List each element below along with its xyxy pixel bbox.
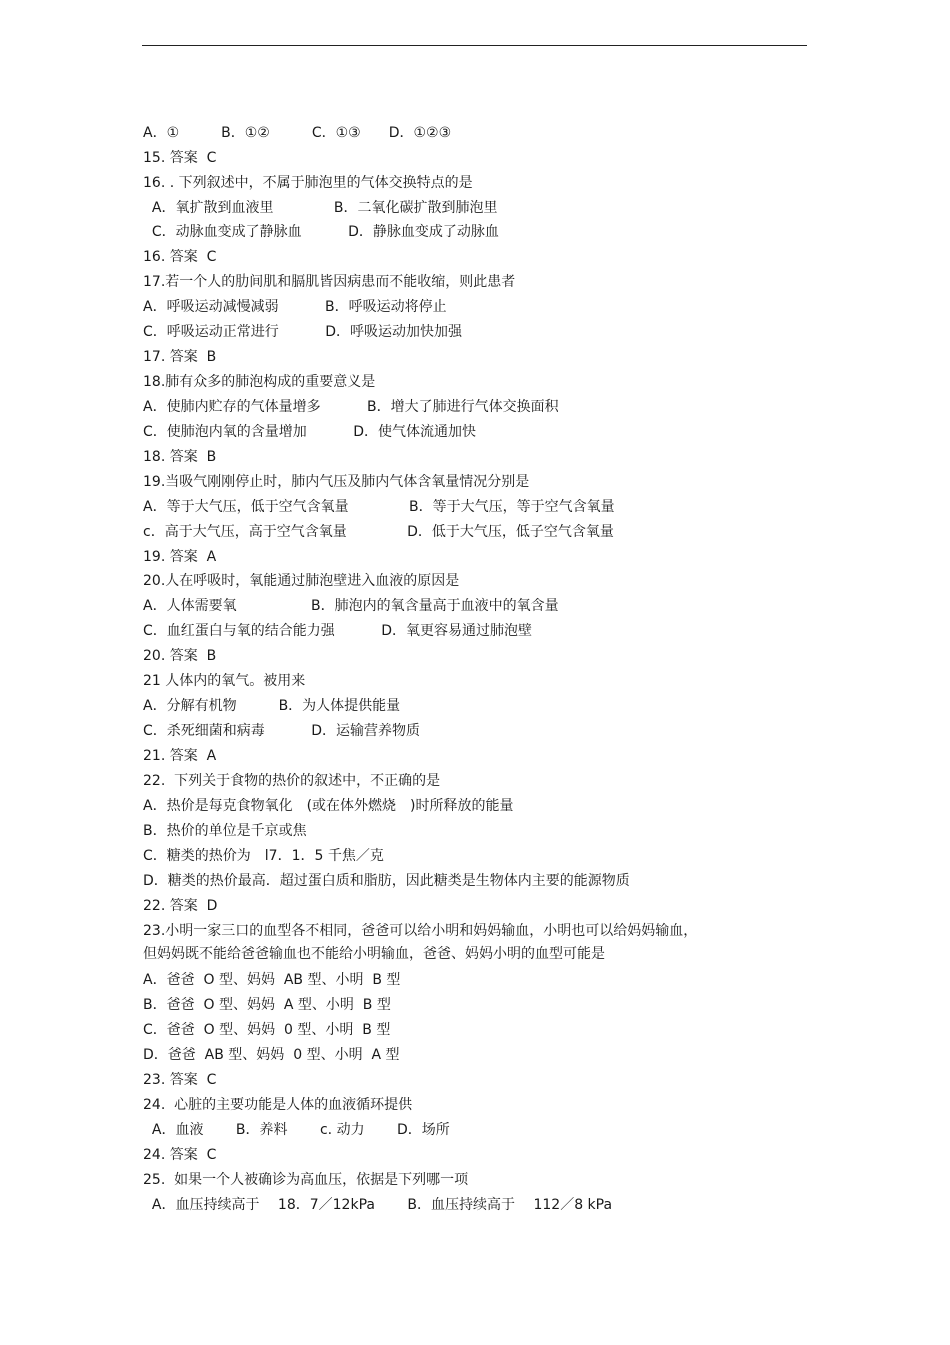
q21-answer: 21. 答案 A [143, 748, 217, 764]
q21-options-cd: C．杀死细菌和病毒 D．运输营养物质 [143, 723, 421, 739]
q18-options-cd: C．使肺泡内氧的含量增加 D．使气体流通加快 [143, 424, 477, 440]
q17-answer: 17. 答案 B [143, 349, 217, 365]
header-rule [142, 45, 807, 46]
q22-option-c: C．糖类的热价为 l7．1．5 千焦／克 [143, 848, 384, 864]
q20-question: 20.人在呼吸时，氧能通过肺泡壁进入血液的原因是 [143, 573, 460, 589]
q23-option-a: A．爸爸 O 型、妈妈 AB 型、小明 B 型 [143, 972, 401, 988]
q21-options-ab: A．分解有机物 B．为人体提供能量 [143, 698, 401, 714]
q16-options-ab: A．氧扩散到血液里 B．二氧化碳扩散到肺泡里 [143, 200, 498, 216]
q19-answer: 19. 答案 A [143, 549, 217, 565]
q18-options-ab: A．使肺内贮存的气体量增多 B．增大了肺进行气体交换面积 [143, 399, 559, 415]
q18-answer: 18. 答案 B [143, 449, 217, 465]
q19-options-ab: A．等于大气压，低于空气含氧量 B．等于大气压，等于空气含氧量 [143, 499, 615, 515]
q14-options-line: A．① B．①② C．①③ D．①②③ [143, 125, 452, 141]
q22-option-d: D．糖类的热价最高．超过蛋白质和脂肪，因此糖类是生物体内主要的能源物质 [143, 873, 630, 889]
q24-options: A．血液 B．养料 c. 动力 D．场所 [143, 1122, 450, 1138]
q22-answer: 22. 答案 D [143, 898, 218, 914]
q16-options-cd: C．动脉血变成了静脉血 D．静脉血变成了动脉血 [143, 224, 499, 240]
q23-question-line1: 23.小明一家三口的血型各不相同，爸爸可以给小明和妈妈输血，小明也可以给妈妈输血， [143, 923, 698, 939]
q25-options-ab: A．血压持续高于 18．7／12kPa B．血压持续高于 112／8 kPa [143, 1197, 613, 1213]
q25-question: 25. 如果一个人被确诊为高血压，依据是下列哪一项 [143, 1172, 469, 1188]
q19-question: 19.当吸气刚刚停止时，肺内气压及肺内气体含氧量情况分别是 [143, 474, 530, 490]
q20-options-cd: C．血红蛋白与氧的结合能力强 D．氧更容易通过肺泡壁 [143, 623, 533, 639]
q18-question: 18.肺有众多的肺泡构成的重要意义是 [143, 374, 376, 390]
q17-options-cd: C．呼吸运动正常进行 D．呼吸运动加快加强 [143, 324, 463, 340]
q24-question: 24. 心脏的主要功能是人体的血液循环提供 [143, 1097, 413, 1113]
q20-answer: 20. 答案 B [143, 648, 217, 664]
q23-question-line2: 但妈妈既不能给爸爸输血也不能给小明输血，爸爸、妈妈小明的血型可能是 [143, 946, 605, 962]
q16-answer: 16. 答案 C [143, 249, 217, 265]
q16-question: 16. . 下列叙述中，不属于肺泡里的气体交换特点的是 [143, 175, 473, 191]
q22-option-b: B．热价的单位是千京或焦 [143, 823, 307, 839]
q23-option-b: B．爸爸 O 型、妈妈 A 型、小明 B 型 [143, 997, 391, 1013]
q19-options-cd: c．高于大气压，高于空气含氧量 D．低于大气压，低子空气含氧量 [143, 524, 614, 540]
q22-option-a: A．热价是每克食物氧化 (或在体外燃烧 )时所释放的能量 [143, 798, 514, 814]
q23-option-c: C．爸爸 O 型、妈妈 0 型、小明 B 型 [143, 1022, 391, 1038]
q17-question: 17.若一个人的肋间肌和膈肌皆因病患而不能收缩，则此患者 [143, 274, 516, 290]
q20-options-ab: A．人体需要氧 B．肺泡内的氧含量高于血液中的氧含量 [143, 598, 559, 614]
q21-question: 21 人体内的氧气。被用来 [143, 673, 306, 689]
q15-answer: 15. 答案 C [143, 150, 217, 166]
q24-answer: 24. 答案 C [143, 1147, 217, 1163]
q23-answer: 23. 答案 C [143, 1072, 217, 1088]
q17-options-ab: A．呼吸运动减慢减弱 B．呼吸运动将停止 [143, 299, 447, 315]
q22-question: 22. 下列关于食物的热价的叙述中，不正确的是 [143, 773, 441, 789]
q23-option-d: D．爸爸 AB 型、妈妈 0 型、小明 A 型 [143, 1047, 400, 1063]
